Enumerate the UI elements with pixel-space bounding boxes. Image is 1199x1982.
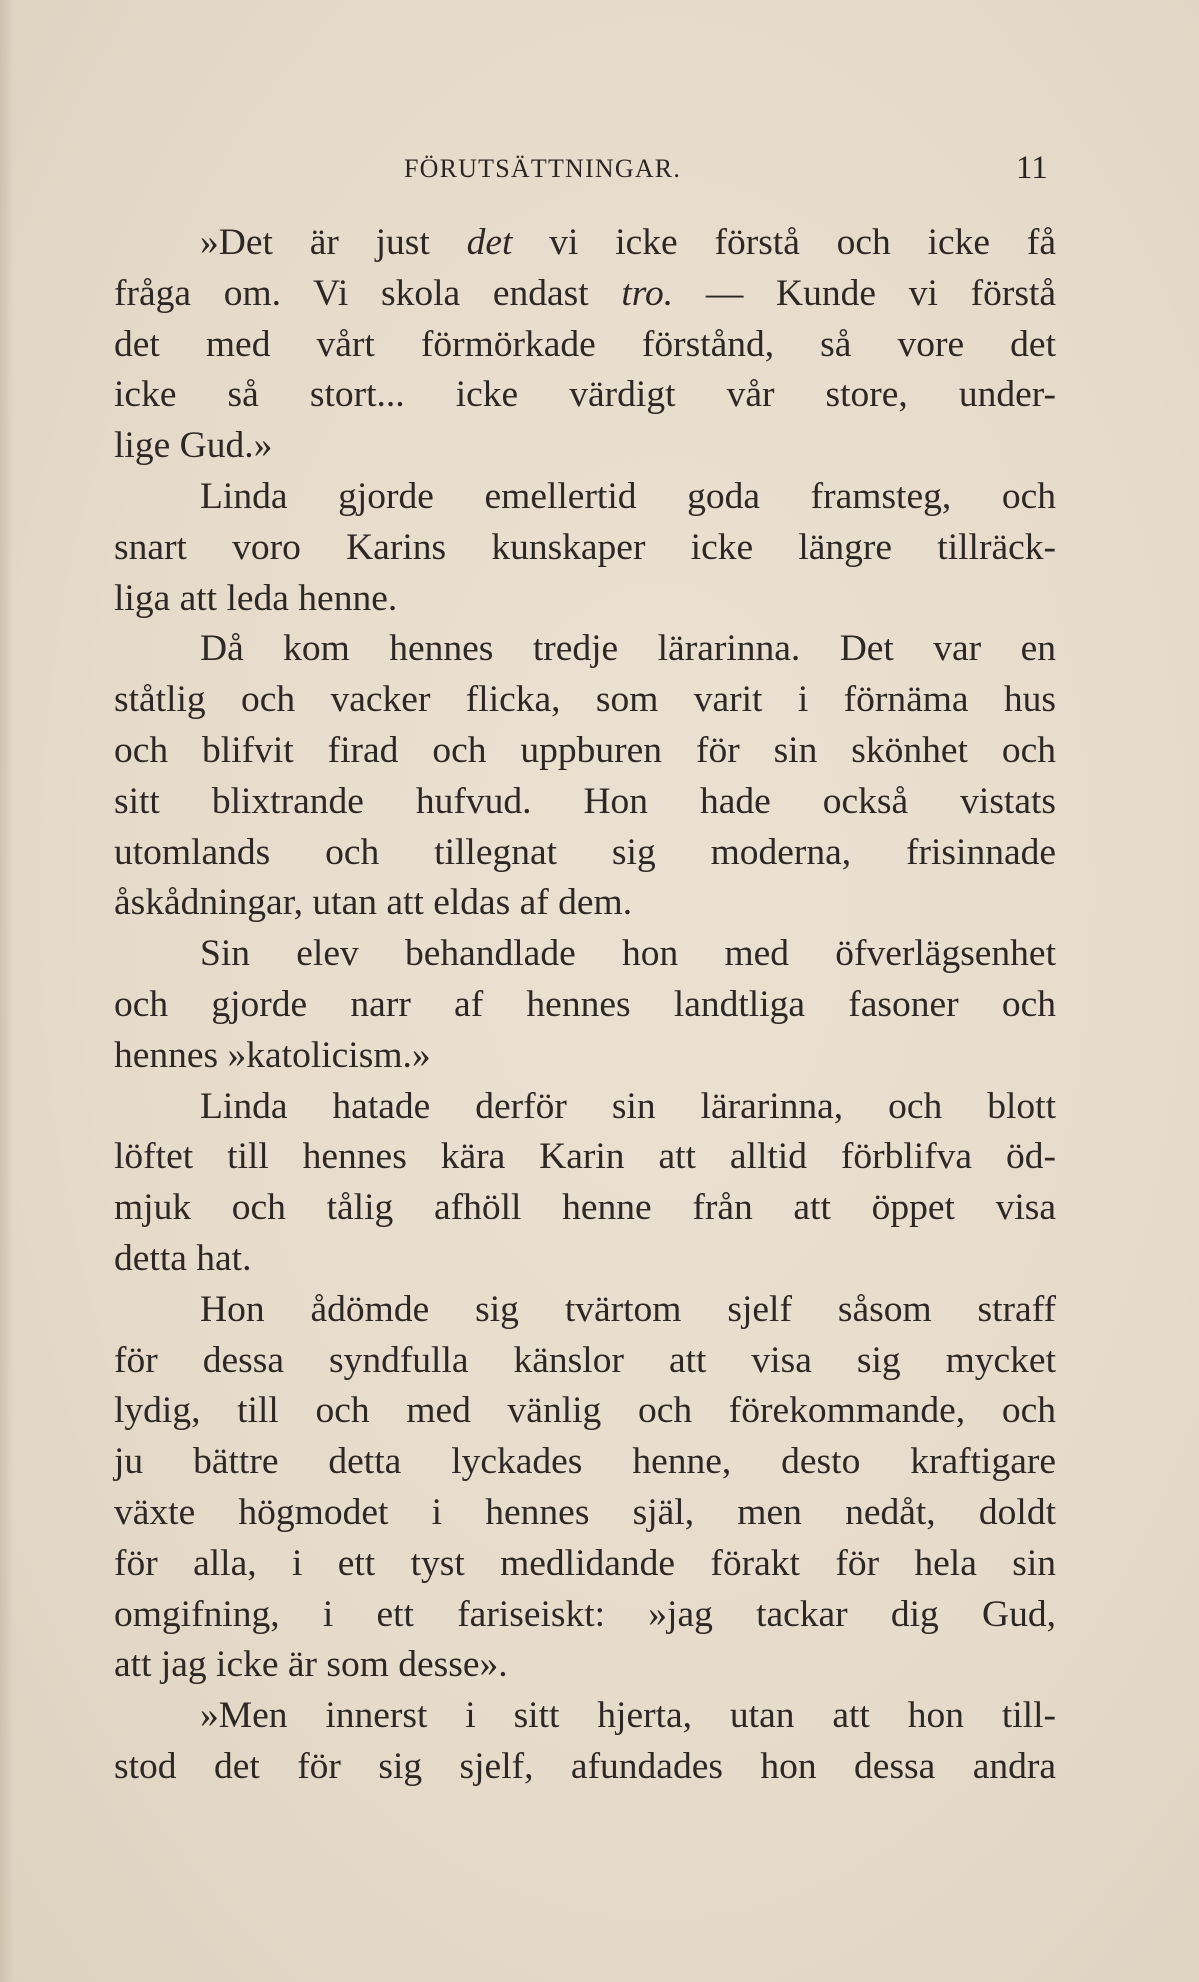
running-head: FÖRUTSÄTTNINGAR. [404, 154, 682, 183]
text-segment: Sin elev behandlade hon med öfverlägsenhet [200, 933, 1056, 975]
text-segment: vi icke förstå och icke få [512, 222, 1056, 263]
text-segment: Linda hatade derför sin lärarinna, och blott [200, 1085, 1056, 1127]
text-segment: ståtlig och vacker flicka, som varit i förnäma hus [114, 679, 1056, 721]
text-segment: för dessa syndfulla känslor att visa sig mycket [114, 1339, 1056, 1381]
text-segment: omgifning, i ett fariseiskt: »jag tackar dig Gud, [114, 1593, 1056, 1635]
page-edge-shadow [0, 0, 14, 1982]
text-line [114, 1285, 1056, 1336]
text-segment: lige Gud.» [114, 425, 273, 467]
body-text [114, 218, 1056, 1793]
text-line [114, 1132, 1056, 1183]
text-segment: Hon ådömde sig tvärtom sjelf såsom straff [200, 1288, 1056, 1330]
text-line [114, 1386, 1056, 1437]
page-number: 11 [1016, 150, 1048, 186]
italic-text-segment: det [466, 222, 513, 263]
text-segment: det med vårt förmörkade förstånd, så vore det [114, 323, 1056, 365]
text-line [114, 1031, 1056, 1082]
text-line [114, 980, 1056, 1031]
text-line [114, 523, 1056, 574]
text-line [114, 1082, 1056, 1133]
text-segment: stod det för sig sjelf, afundades hon dessa andra [114, 1745, 1056, 1787]
text-segment: snart voro Karins kunskaper icke längre tillräck- [114, 526, 1056, 568]
text-segment: icke så stort... icke värdigt vår store, under- [114, 374, 1056, 416]
text-line [114, 1539, 1056, 1590]
text-segment: detta hat. [114, 1237, 252, 1279]
text-line [114, 320, 1056, 371]
text-segment: sitt blixtrande hufvud. Hon hade också vistats [114, 780, 1056, 822]
text-line [114, 1590, 1056, 1641]
text-line [114, 675, 1056, 726]
text-line [114, 726, 1056, 777]
text-segment: mjuk och tålig afhöll henne från att öppet visa [114, 1187, 1056, 1229]
text-line [114, 1183, 1056, 1234]
text-segment: att jag icke är som desse». [114, 1644, 508, 1686]
text-line [114, 370, 1056, 421]
text-segment: liga att leda henne. [114, 577, 398, 619]
text-line [114, 1234, 1056, 1285]
page-header [0, 150, 1199, 190]
text-line [114, 421, 1056, 472]
text-segment: ju bättre detta lyckades henne, desto kraftigare [114, 1441, 1056, 1483]
text-segment: för alla, i ett tyst medlidande förakt för hela sin [114, 1542, 1056, 1584]
text-line [114, 218, 1056, 269]
text-line [114, 1336, 1056, 1387]
text-segment: lydig, till och med vänlig och förekommande, och [114, 1390, 1056, 1432]
text-segment: Linda gjorde emellertid goda framsteg, och [200, 475, 1056, 517]
text-segment: Då kom hennes tredje lärarinna. Det var en [200, 628, 1056, 670]
text-line [114, 777, 1056, 828]
text-line [114, 878, 1056, 929]
text-segment: — Kunde vi förstå [673, 272, 1057, 314]
text-segment: utomlands och tillegnat sig moderna, frisinnade [114, 831, 1056, 873]
italic-text-segment: tro. [621, 272, 674, 314]
text-segment: »Men innerst i sitt hjerta, utan att hon till- [200, 1695, 1056, 1737]
text-line [114, 828, 1056, 879]
text-segment: och blifvit firad och uppburen för sin skönhet och [114, 729, 1056, 771]
text-line [114, 1691, 1056, 1742]
text-segment: hennes »katolicism.» [114, 1034, 431, 1076]
text-line [114, 1640, 1056, 1691]
text-line [114, 929, 1056, 980]
text-line [114, 1742, 1056, 1793]
text-line [114, 269, 1056, 320]
text-line [114, 472, 1056, 523]
text-line [114, 624, 1056, 675]
text-segment: löftet till hennes kära Karin att alltid förblifva öd- [114, 1136, 1056, 1178]
text-line [114, 1437, 1056, 1488]
text-segment: åskådningar, utan att eldas af dem. [114, 882, 633, 924]
text-line [114, 574, 1056, 625]
text-segment: och gjorde narr af hennes landtliga fasoner och [114, 983, 1056, 1025]
text-segment: växte högmodet i hennes själ, men nedåt, doldt [114, 1491, 1056, 1533]
text-segment: »Det är just [200, 222, 467, 263]
text-line [114, 1488, 1056, 1539]
text-segment: fråga om. Vi skola endast [114, 272, 622, 314]
